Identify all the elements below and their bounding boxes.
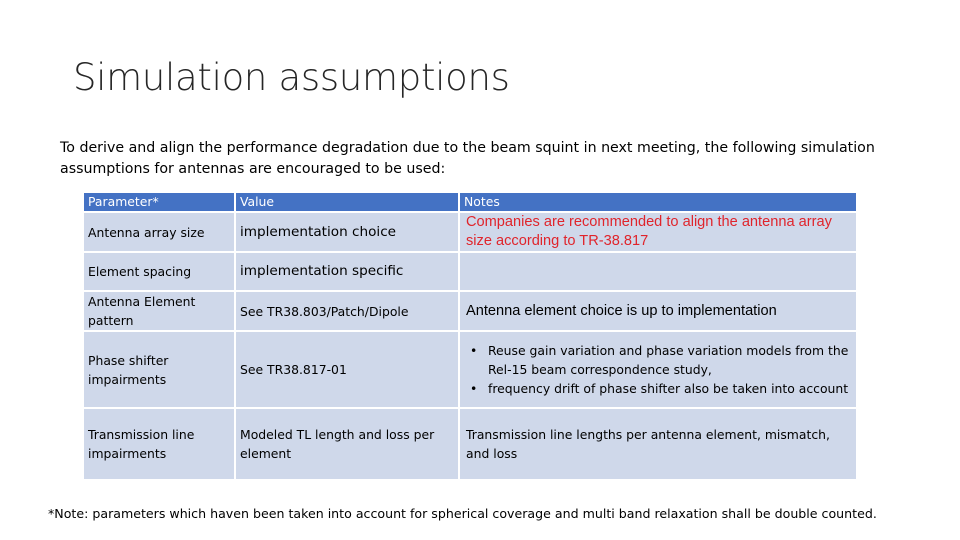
param-cell: Transmission line impairments [84, 408, 235, 480]
table-row [84, 408, 857, 480]
notes-cell: Transmission line lengths per antenna element, mismatch, and loss [459, 408, 857, 480]
value-cell: implementation choice [235, 212, 459, 252]
simulation-assumptions-table [84, 193, 858, 481]
header-parameter: Parameter* [84, 193, 235, 212]
param-cell: Antenna Element pattern [84, 291, 235, 331]
table-row [84, 212, 857, 252]
notes-cell: Antenna element choice is up to implementation [459, 291, 857, 331]
param-cell: Element spacing [84, 252, 235, 291]
table-header-row [84, 193, 857, 212]
bullet-text: frequency drift of phase shifter also be taken into account [488, 381, 849, 396]
list-item [466, 379, 852, 398]
list-item [466, 341, 852, 379]
value-cell: See TR38.817-01 [235, 331, 459, 408]
notes-cell [459, 331, 857, 408]
param-cell: Phase shifter impairments [84, 331, 235, 408]
footnote: *Note: parameters which haven been taken into account for spherical coverage and multi band relaxation shall be double counted. [48, 506, 877, 521]
slide-title: Simulation assumptions [73, 56, 510, 99]
bullet-icon: • [470, 381, 478, 396]
header-notes: Notes [459, 193, 857, 212]
notes-bullet-list [466, 341, 852, 398]
table-row [84, 291, 857, 331]
value-cell: Modeled TL length and loss per element [235, 408, 459, 480]
intro-text: To derive and align the performance degradation due to the beam squint in next meeting, the following simulation assumptions for antennas are encouraged to be used: [60, 140, 875, 177]
param-cell: Antenna array size [84, 212, 235, 252]
notes-cell: Companies are recommended to align the antenna array size according to TR-38.817 [459, 212, 857, 252]
table-row [84, 331, 857, 408]
table-row [84, 252, 857, 291]
bullet-icon: • [470, 343, 478, 358]
value-cell: implementation specific [235, 252, 459, 291]
header-value: Value [235, 193, 459, 212]
notes-cell [459, 252, 857, 291]
bullet-text: Reuse gain variation and phase variation models from the Rel-15 beam correspondence study, [488, 343, 849, 377]
value-cell: See TR38.803/Patch/Dipole [235, 291, 459, 331]
